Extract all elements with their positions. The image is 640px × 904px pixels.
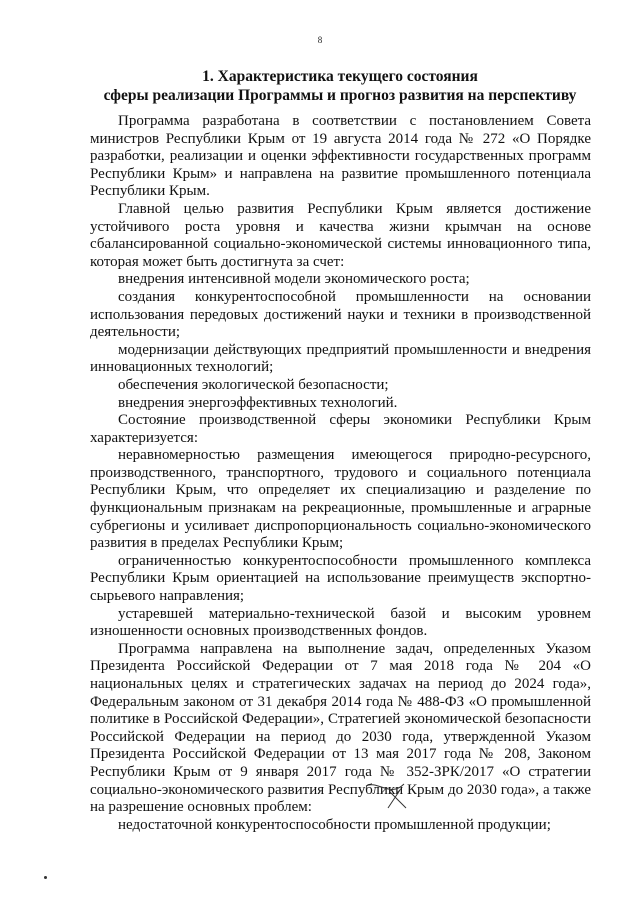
list-item: недостаточной конкурентоспособности промышленной продукции; (118, 816, 551, 833)
list-item: внедрения энергоэффективных технологий. (118, 394, 398, 411)
list-item: внедрения интенсивной модели экономического роста; (118, 271, 470, 288)
scan-speck (44, 876, 47, 879)
heading-line-1: 1. Характеристика текущего состояния (202, 68, 478, 85)
list-item: создания конкурентоспособной промышленности на основании использования передовых достижений науки и техники в производственной деятельности; (90, 288, 591, 341)
heading-line-2: сферы реализации Программы и прогноз развития на перспективу (103, 87, 577, 104)
paragraph: Программа направлена на выполнение задач, определенных Указом Президента Российской Федерации от 7 мая 2018 года № 204 «О национальных целях и стратегических задачах на период до 2024 года», Федеральным законом от 31 декабря 2014 года № 488-ФЗ «О промышленной политике в Российской Федерации», Стратегией экономической безопасности Российской Федерации на период до 2030 года, утвержденной Указом Президента Российской Федерации от 13 мая 2017 года № 208, Законом Республики Крым от 9 января 2017 года № 352-ЗРК/2017 «О стратегии социально-экономического развития Республики Крым до 2030 года», а также на разрешение основных проблем: (90, 640, 591, 816)
handwritten-mark-icon (360, 778, 430, 812)
section-heading (70, 67, 610, 105)
page-number: 8 (317, 35, 323, 45)
paragraph: Состояние производственной сферы экономики Республики Крым характеризуется: (90, 412, 591, 446)
list-item: устаревшей материально-технической базой и высоким уровнем изношенности основных производственных фондов. (90, 605, 591, 640)
list-item: обеспечения экологической безопасности; (118, 376, 389, 393)
list-item: неравномерностью размещения имеющегося природно-ресурсного, производственного, транспортного, трудового и социального потенциала Республики Крым, что определяет их специализацию и разделение по функциональным признакам на рекреационные, промышленные и аграрные субрегионы и усиливает диспропорциональность социально-экономического развития в пределах Республики Крым; (90, 447, 591, 552)
list-item: ограниченностью конкурентоспособности промышленного комплекса Республики Крым ориентацией на использование преимуществ экспортно-сырьевого направления; (90, 552, 591, 605)
paragraph: Программа разработана в соответствии с постановлением Совета министров Республики Крым от 19 августа 2014 года № 272 «О Порядке разработки, реализации и оценки эффективности государственных программ Республики Крым» и направлена на развитие промышленного потенциала Республики Крым. (90, 113, 591, 200)
document-body (90, 113, 591, 834)
paragraph: Главной целью развития Республики Крым является достижение устойчивого роста уровня и качества жизни крымчан на основе сбалансированной социально-экономической системы инновационного типа, которая может быть достигнута за счет: (90, 200, 591, 270)
list-item: модернизации действующих предприятий промышленности и внедрения инновационных технологий; (90, 341, 591, 376)
